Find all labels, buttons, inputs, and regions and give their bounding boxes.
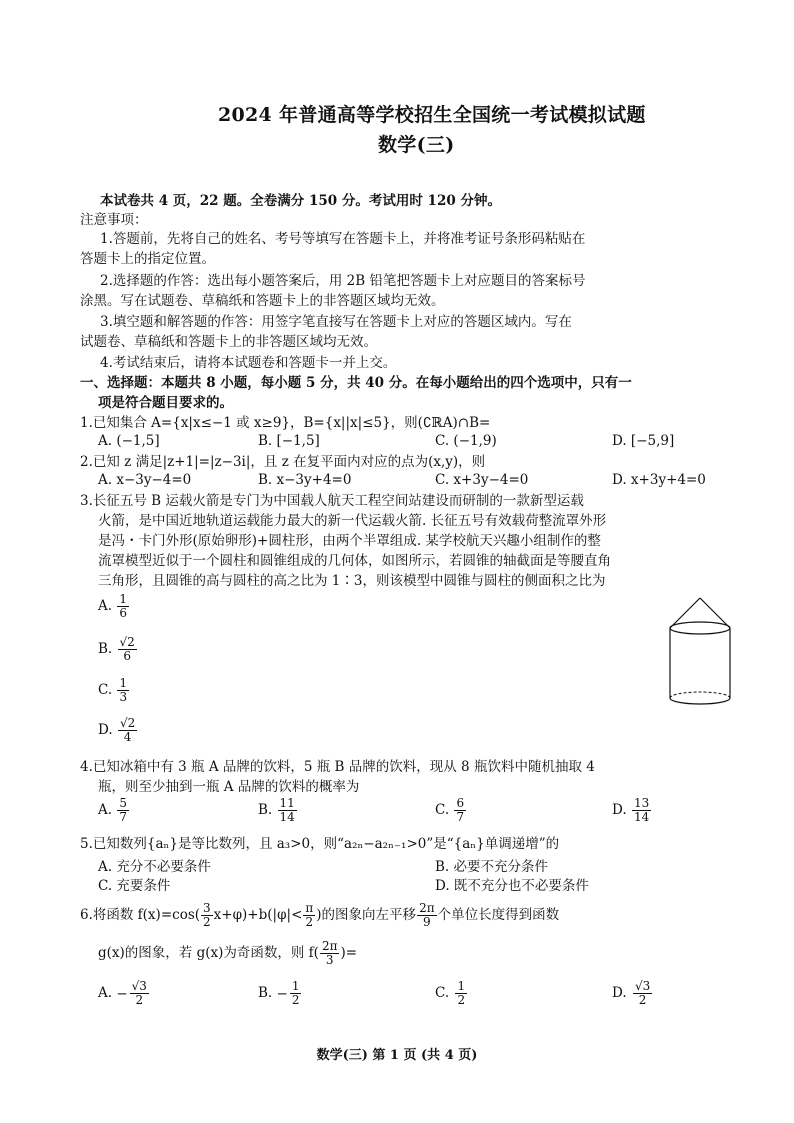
q6-option-a-letter: A. (98, 985, 113, 1001)
numerator: 6 (456, 796, 465, 810)
q3-option-d (98, 717, 138, 744)
q5-option-c: C. 充要条件 (98, 878, 171, 894)
notice-3-line2: 试题卷、草稿纸和答题卡上的非答题区域均无效。 (80, 334, 377, 350)
exam-summary: 本试卷共 4 页，22 题。全卷满分 150 分。考试用时 120 分钟。 (100, 193, 501, 209)
q6-frac-pi-over-2 (303, 902, 315, 929)
q1-option-a: A. (−1,5] (98, 433, 160, 449)
q3-stem-line4: 流罩模型近似于一个圆柱和圆锥组成的几何体，如图所示，若圆锥的轴截面是等腰直角 (98, 553, 611, 569)
q3-option-d-fraction (118, 717, 137, 744)
denominator: 7 (456, 810, 465, 824)
denominator: 2 (203, 915, 211, 929)
section-heading-line1: 一、选择题：本题共 8 小题，每小题 5 分，共 40 分。在每小题给出的四个选项中，只有一 (80, 375, 632, 391)
notice-2-line2: 涂黑。写在试题卷、草稿纸和答题卡上的非答题区域均无效。 (80, 293, 445, 309)
q4-option-d-fraction (632, 797, 651, 824)
numerator: 1 (457, 979, 466, 993)
q6-text-4: 个单位长度得到函数 (437, 907, 560, 923)
q3-option-c-letter: C. (98, 682, 113, 698)
q4-option-c-letter: C. (435, 802, 450, 818)
q3-stem-line3: 是冯・卡门外形(原始卵形)+圆柱形，由两个半罩组成. 某学校航天兴趣小组制作的整 (98, 533, 601, 549)
q5-option-a: A. 充分不必要条件 (98, 859, 211, 875)
denominator: 7 (119, 810, 127, 824)
q6-option-a-sign: − (116, 985, 128, 1002)
q4-option-b-fraction (278, 797, 297, 824)
cone-right-edge (700, 598, 730, 628)
cylinder-top-ellipse (670, 622, 730, 634)
q3-option-b (98, 636, 138, 663)
numerator: 2π (321, 939, 338, 953)
denominator: 4 (123, 730, 132, 744)
q2-option-a: A. x−3y−4=0 (98, 472, 192, 488)
notice-heading: 注意事项： (80, 212, 148, 228)
q6-text-3: )的图象向左平移 (316, 907, 417, 923)
denominator: 3 (119, 690, 128, 704)
q4-option-c-fraction (454, 797, 466, 824)
q6-option-a-fraction (130, 980, 149, 1007)
q6-option-d-letter: D. (612, 985, 627, 1001)
q6-text-5: g(x)的图象，若 g(x)为奇函数，则 f( (98, 945, 319, 961)
numerator: 11 (279, 796, 295, 810)
notice-1-line1: 1.答题前，先将自己的姓名、考号等填写在答题卡上，并将准考证号条形码粘贴在 (100, 231, 586, 247)
exam-title: 2024 年普通高等学校招生全国统一考试模拟试题 (218, 104, 646, 126)
q3-option-c (98, 677, 130, 704)
notice-3-line1: 3.填空题和解答题的作答：用签字笔直接写在答题卡上对应的答题区域内。写在 (100, 314, 572, 330)
q5-stem: 5.已知数列{aₙ}是等比数列，且 a₃>0，则“a₂ₙ−a₂ₙ₋₁>0”是“{aₙ}单调递增”的 (80, 836, 560, 852)
denominator: 6 (123, 649, 131, 663)
numerator: 1 (291, 979, 300, 993)
q6-frac-2pi-over-3 (320, 940, 340, 967)
q6-text-2: x+φ)+b(|φ|< (213, 907, 303, 923)
q2-option-d: D. x+3y+4=0 (612, 472, 706, 488)
numerator: √3 (131, 979, 147, 993)
q6-option-b-letter: B. (258, 985, 273, 1001)
notice-2-line1: 2.选择题的作答：选出每小题答案后，用 2B 铅笔把答题卡上对应题目的答案标号 (100, 273, 586, 289)
page-footer: 数学(三) 第 1 页 (共 4 页) (316, 1048, 478, 1063)
q6-option-c (435, 980, 468, 1007)
q4-option-a (98, 797, 130, 824)
numerator: 3 (203, 901, 211, 915)
q2-stem: 2.已知 z 满足|z+1|=|z−3i|，且 z 在复平面内对应的点为(x,y)，则 (80, 454, 486, 470)
q2-option-b: B. x−3y+4=0 (258, 472, 352, 488)
q3-option-b-fraction (118, 636, 137, 663)
denominator: 2 (638, 993, 647, 1007)
q6-option-b-sign: − (276, 985, 288, 1002)
denominator: 3 (325, 953, 334, 967)
q6-stem-line2 (98, 938, 357, 968)
cone-left-edge (670, 598, 700, 628)
q6-frac-3-over-2 (201, 902, 213, 929)
q1-option-c: C. (−1,9) (435, 433, 497, 449)
q3-option-a-letter: A. (98, 598, 113, 614)
denominator: 9 (423, 915, 431, 929)
q1-option-d: D. [−5,9] (612, 433, 675, 449)
denominator: 2 (135, 993, 144, 1007)
q4-option-d (612, 797, 652, 824)
q3-option-a (98, 593, 130, 620)
q3-option-a-fraction (117, 593, 129, 620)
q5-option-d: D. 既不充分也不必要条件 (435, 878, 589, 894)
denominator: 6 (119, 606, 127, 620)
q3-stem-line1: 3.长征五号 B 运载火箭是专门为中国载人航天工程空间站建设而研制的一款新型运载 (80, 493, 584, 509)
q6-text-1: 6.将函数 f(x)=cos( (80, 907, 201, 923)
notice-1-line2: 答题卡上的指定位置。 (80, 251, 215, 267)
q6-option-c-fraction (455, 980, 467, 1007)
q4-option-d-letter: D. (612, 802, 627, 818)
denominator: 14 (279, 810, 295, 824)
q6-option-b-fraction (290, 980, 302, 1007)
q6-option-d-fraction (633, 980, 652, 1007)
cylinder-base-front (670, 698, 730, 704)
notice-4-line1: 4.考试结束后，请将本试题卷和答题卡一并上交。 (100, 355, 397, 371)
q3-stem-line2: 火箭，是中国近地轨道运载能力最大的新一代运载火箭. 长征五号有效载荷整流罩外形 (98, 513, 607, 529)
numerator: 2π (419, 901, 435, 915)
q4-stem-line2: 瓶，则至少抽到一瓶 A 品牌的饮料的概率为 (98, 779, 360, 795)
denominator: 2 (291, 993, 300, 1007)
denominator: 14 (633, 810, 650, 824)
numerator: √3 (634, 979, 651, 993)
denominator: 2 (305, 915, 314, 929)
q4-option-c (435, 797, 467, 824)
q6-text-6: )= (340, 945, 358, 961)
q3-option-b-letter: B. (98, 641, 113, 657)
exam-subtitle: 数学(三) (378, 134, 455, 156)
q4-option-a-fraction (117, 797, 129, 824)
numerator: 13 (633, 796, 650, 810)
cylinder-base-back (670, 692, 730, 698)
q3-option-d-letter: D. (98, 722, 113, 738)
cone-cylinder-figure (660, 596, 740, 714)
q6-option-a (98, 980, 150, 1007)
q1-option-b: B. [−1,5] (258, 433, 320, 449)
numerator: 5 (119, 796, 127, 810)
q2-option-c: C. x+3y−4=0 (435, 472, 529, 488)
q4-option-a-letter: A. (98, 802, 113, 818)
numerator: √2 (119, 635, 135, 649)
section-heading-line2: 项是符合题目要求的。 (98, 395, 233, 411)
numerator: π (305, 901, 314, 915)
q3-option-c-fraction (117, 677, 129, 704)
q6-stem-line1 (80, 900, 559, 930)
q6-option-b (258, 980, 302, 1007)
q6-option-d (612, 980, 653, 1007)
q4-option-b (258, 797, 298, 824)
numerator: 1 (119, 592, 127, 606)
q4-option-b-letter: B. (258, 802, 273, 818)
q6-option-c-letter: C. (435, 985, 450, 1001)
denominator: 2 (457, 993, 466, 1007)
q5-option-b: B. 必要不充分条件 (435, 859, 549, 875)
numerator: √2 (119, 716, 136, 730)
numerator: 1 (119, 676, 128, 690)
q1-stem: 1.已知集合 A={x|x≤−1 或 x≥9}，B={x||x|≤5}，则(∁ℝA)∩B= (80, 415, 491, 431)
q6-frac-2pi-over-9 (417, 902, 437, 929)
q4-stem-line1: 4.已知冰箱中有 3 瓶 A 品牌的饮料，5 瓶 B 品牌的饮料，现从 8 瓶饮料中随机抽取 4 (80, 759, 595, 775)
q3-stem-line5: 三角形，且圆锥的高与圆柱的高之比为 1∶3，则该模型中圆锥与圆柱的侧面积之比为 (98, 573, 606, 589)
